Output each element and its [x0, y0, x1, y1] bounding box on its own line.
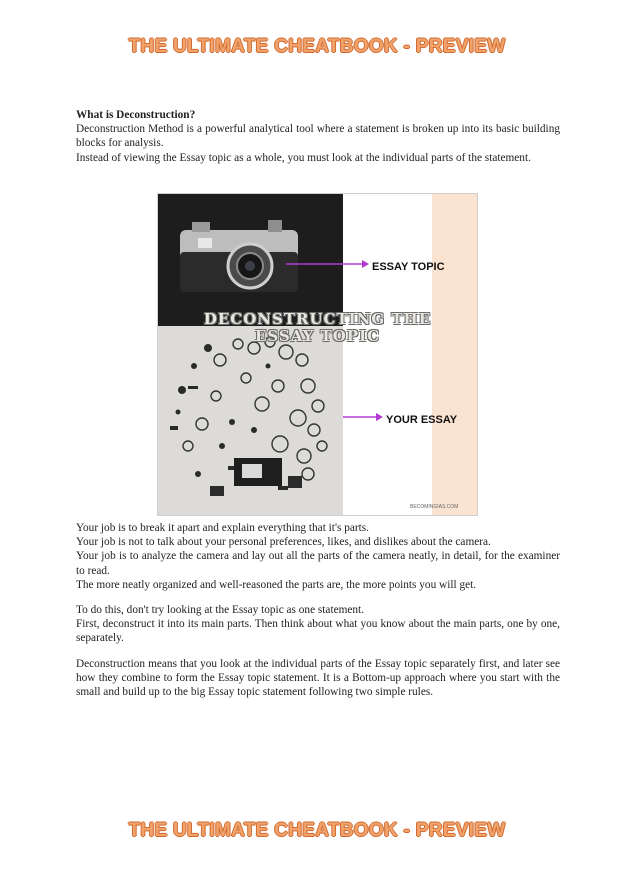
footer-banner: THE ULTIMATE CHEATBOOK - PREVIEW: [128, 820, 506, 841]
overlay-title-line1: DECONSTRUCTING THE: [203, 310, 432, 328]
label-essay-topic: ESSAY TOPIC: [372, 261, 445, 273]
intro-paragraph-1: Deconstruction Method is a powerful analytical tool where a statement is broken up into its basic building blocks for analysis.: [76, 123, 560, 150]
paragraph-7: Deconstruction means that you look at the individual parts of the Essay topic separately first, and later see how they combine to form the Essay topic statement. It is a Bottom-up approach where you start with the small and build up to the big Essay topic statement following two simple rules.: [76, 657, 560, 699]
paragraph-1: Your job is to break it apart and explain everything that it's parts.: [76, 522, 369, 534]
spacer: [76, 592, 560, 603]
deconstruction-figure: [157, 193, 478, 516]
paragraph-6: First, deconstruct it into its main parts. Then think about what you know about the main parts, one by one, separately.: [76, 618, 560, 645]
arrows: [158, 194, 477, 515]
intro-block: [76, 108, 560, 165]
paragraph-3: Your job is to analyze the camera and lay out all the parts of the camera neatly, in detail, for the examiner to read.: [76, 550, 560, 577]
explanation-block: [76, 521, 560, 699]
arrowhead-your-essay: [376, 413, 383, 421]
arrowhead-essay-topic: [362, 260, 369, 268]
paragraph-4: The more neatly organized and well-reasoned the parts are, the more points you will get.: [76, 578, 477, 591]
section-heading: What is Deconstruction?: [76, 109, 196, 121]
label-your-essay: YOUR ESSAY: [386, 414, 458, 426]
header-banner: THE ULTIMATE CHEATBOOK - PREVIEW: [128, 36, 506, 57]
overlay-title-line2: ESSAY TOPIC: [254, 327, 381, 345]
spacer: [76, 646, 560, 657]
paragraph-2: Your job is not to talk about your personal preferences, likes, and dislikes about the camera.: [76, 536, 491, 549]
image-credit: BECOMINGIAS.COM: [410, 504, 459, 510]
paragraph-5: To do this, don't try looking at the Essay topic as one statement.: [76, 604, 365, 617]
intro-paragraph-2: Instead of viewing the Essay topic as a whole, you must look at the individual parts of the statement.: [76, 151, 531, 164]
